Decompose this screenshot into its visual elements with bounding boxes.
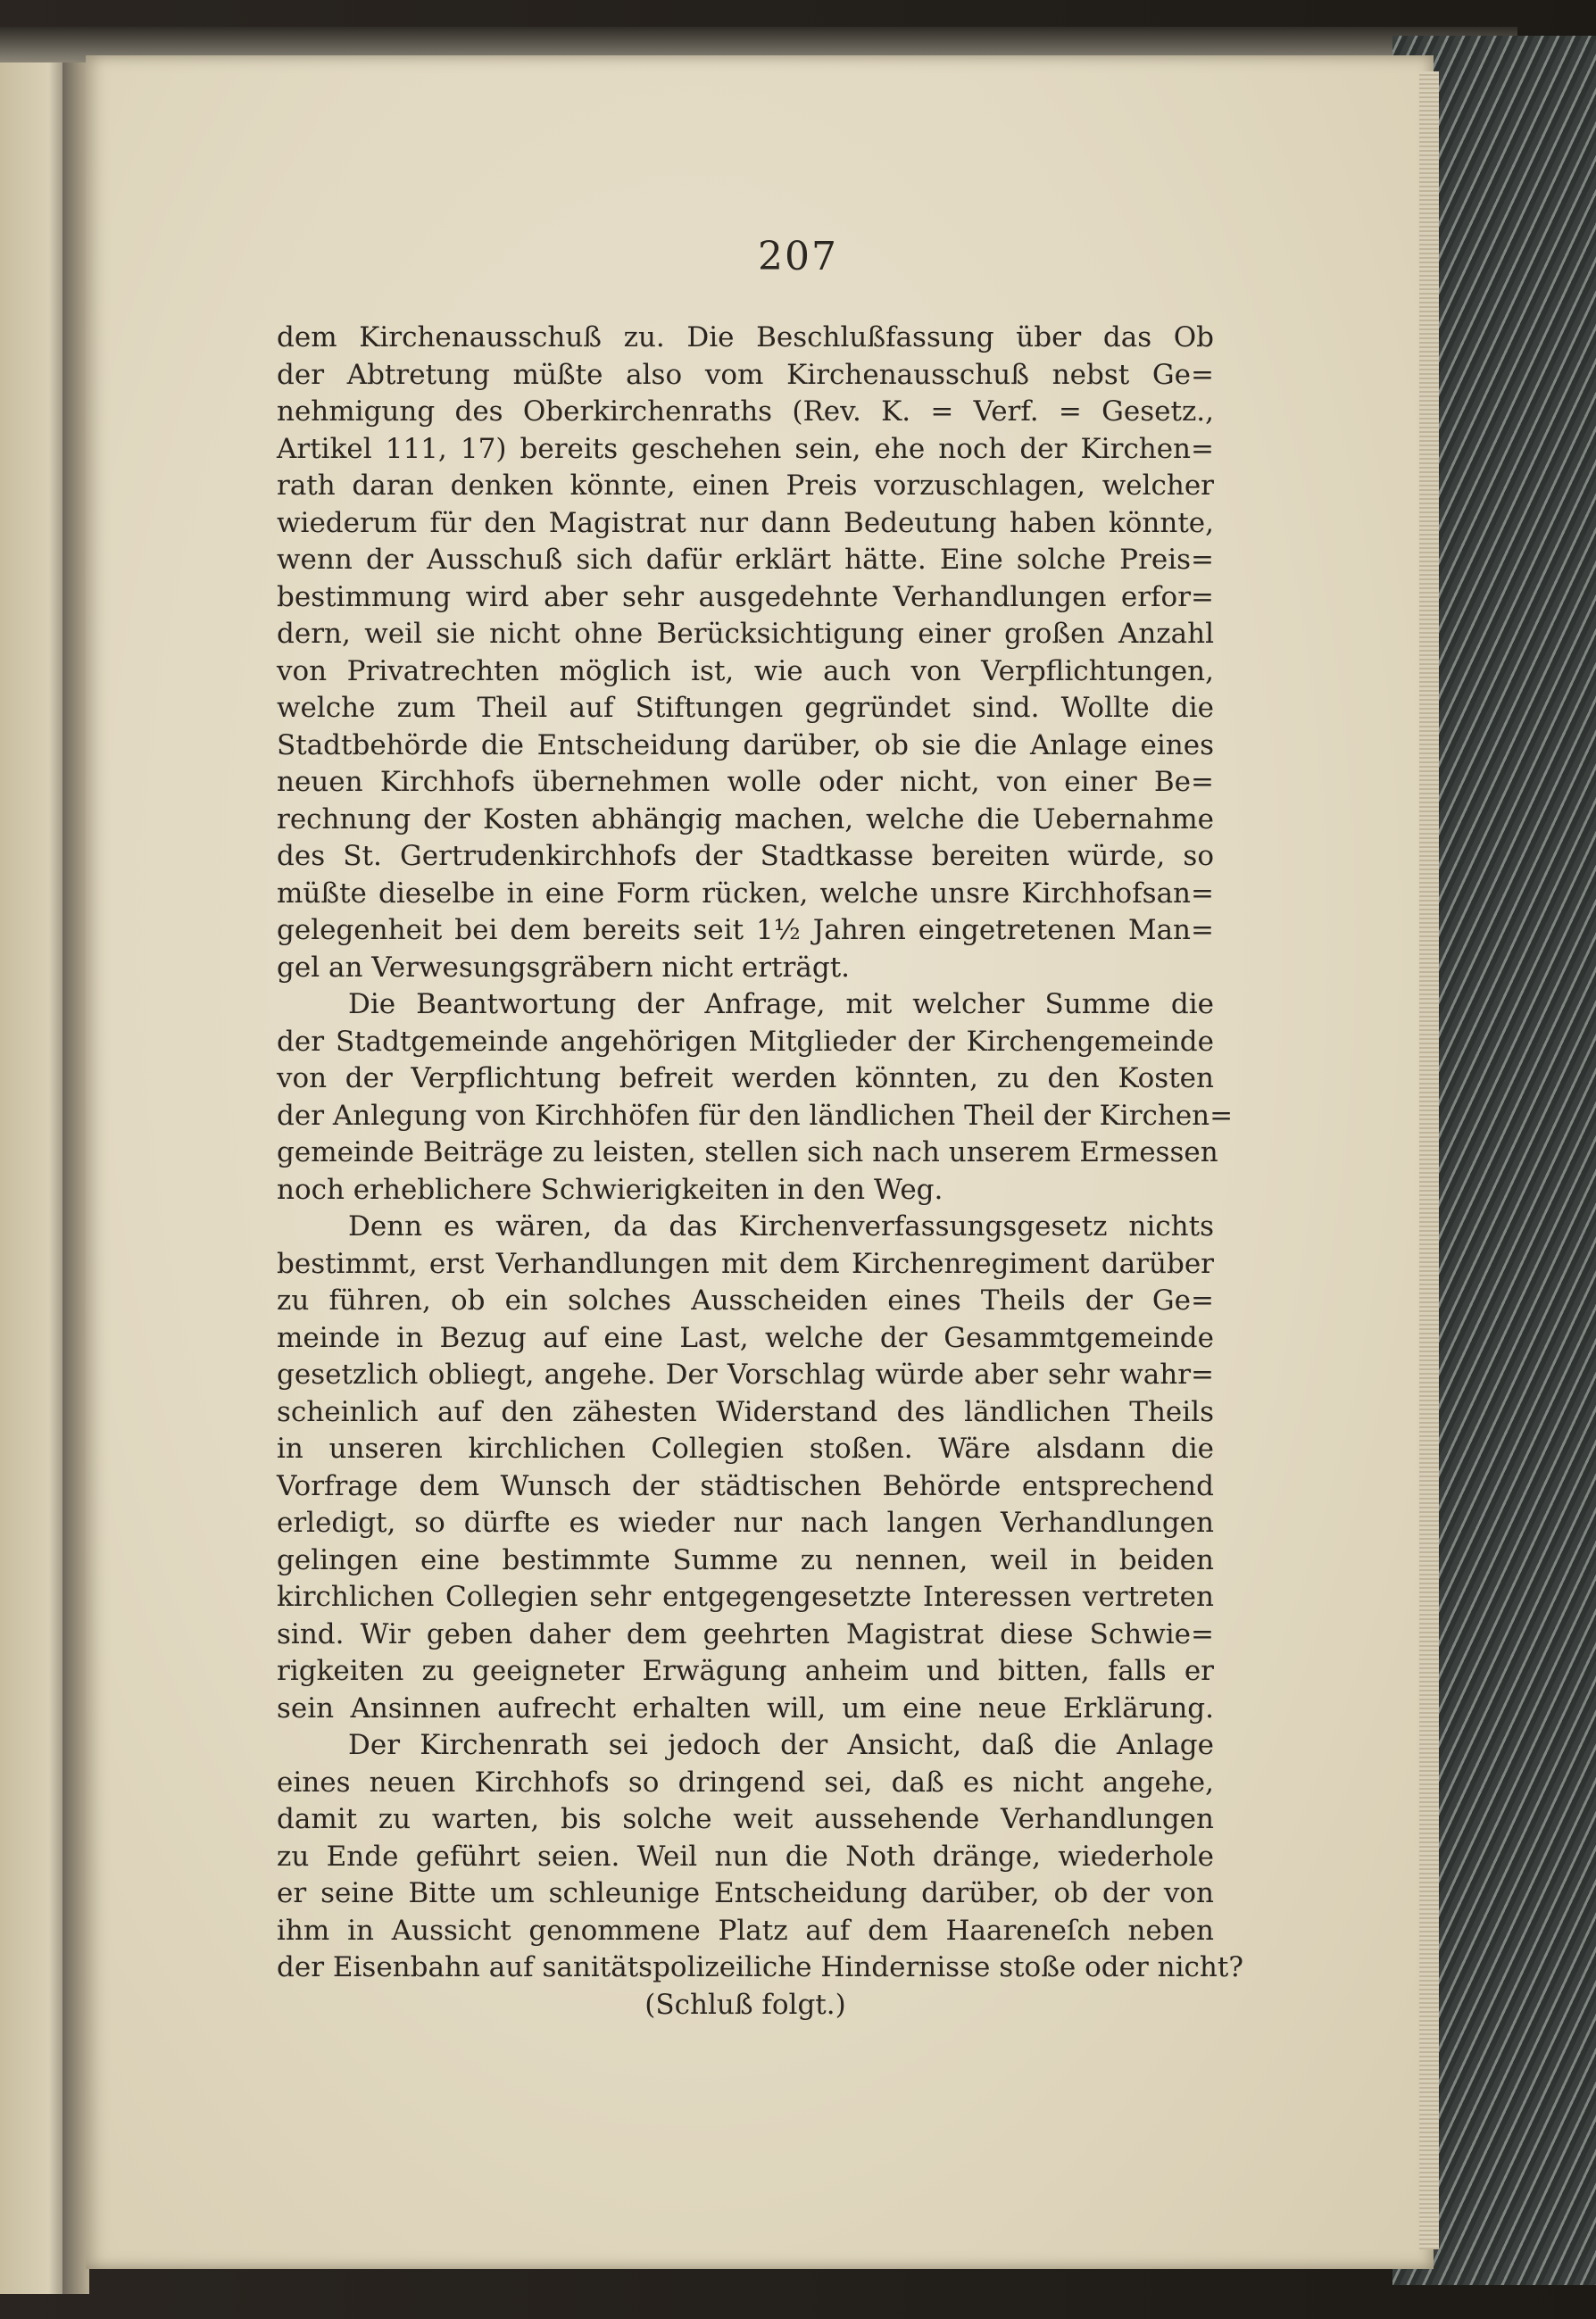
text-line: dern, weil sie nicht ohne Berücksichtigung einer großen Anzahl [277,618,1214,650]
text-line: gel an Verwesungsgräbern nicht erträgt. [277,951,851,984]
text-line: bestimmung wird aber sehr ausgedehnte Verhandlungen erfor= [277,580,1214,613]
text-line: von Privatrechten möglich ist, wie auch von Verpflichtungen, [277,654,1214,687]
text-line: gesetzlich obliegt, angehe. Der Vorschlag würde aber sehr wahr= [277,1359,1214,1391]
text-line: zu führen, ob ein solches Ausscheiden eines Theils der Ge= [277,1284,1214,1317]
text-line: (Schluß folgt.) [644,1988,846,2021]
text-line: der Anlegung von Kirchhöfen für den ländlichen Theil der Kirchen= [277,1099,1234,1132]
body-text [277,320,1243,2024]
text-line: noch erheblichere Schwierigkeiten in den Weg. [277,1173,943,1206]
text-line: erledigt, so dürfte es wieder nur nach langen Verhandlungen [277,1507,1214,1539]
text-line: von der Verpflichtung befreit werden könnten, zu den Kosten [277,1062,1214,1094]
text-line: zu Ende geführt seien. Weil nun die Noth dränge, wiederhole [277,1840,1214,1873]
text-line: nehmigung des Oberkirchenraths (Rev. K. = Verf. = Gesetz., [277,395,1214,428]
text-line: Der Kirchenrath sei jedoch der Ansicht, daß die Anlage [348,1729,1214,1761]
text-line: Vorfrage dem Wunsch der städtischen Behörde entsprechend [277,1469,1214,1502]
text-line: meinde in Bezug auf eine Last, welche der Gesammtgemeinde [277,1321,1214,1354]
text-line: rigkeiten zu geeigneter Erwägung anheim und bitten, falls er [277,1655,1214,1687]
text-line: der Stadtgemeinde angehörigen Mitglieder der Kirchengemeinde [277,1025,1214,1058]
text-line: Artikel 111, 17) bereits geschehen sein, ehe noch der Kirchen= [277,432,1214,465]
text-line: damit zu warten, bis solche weit aussehende Verhandlungen [277,1803,1214,1835]
text-line: müßte dieselbe in eine Form rücken, welche unsre Kirchhofsan= [277,877,1214,910]
text-line: dem Kirchenausschuß zu. Die Beschlußfassung über das Ob [277,321,1214,353]
text-line: gelegenheit bei dem bereits seit 1½ Jahren eingetretenen Man= [277,914,1214,946]
page-number: 207 [758,234,838,279]
text-line: gelingen eine bestimmte Summe zu nennen, weil in beiden [277,1543,1214,1576]
text-line: neuen Kirchhofs übernehmen wolle oder nicht, von einer Be= [277,766,1214,798]
text-line: gemeinde Beiträge zu leisten, stellen sich nach unserem Ermessen [277,1136,1218,1168]
text-line: welche zum Theil auf Stiftungen gegründet sind. Wollte die [277,692,1214,724]
text-line: in unseren kirchlichen Collegien stoßen. Wäre alsdann die [277,1433,1214,1465]
left-page-edge [0,62,70,2294]
text-line: sein Ansinnen aufrecht erhalten will, um eine neue Erklärung. [277,1691,1214,1725]
text-line: rechnung der Kosten abhängig machen, welche die Uebernahme [277,802,1214,835]
text-line: Stadtbehörde die Entscheidung darüber, ob sie die Anlage eines [277,728,1214,761]
text-line: rath daran denken könnte, einen Preis vorzuschlagen, welcher [277,470,1214,502]
text-line: eines neuen Kirchhofs so dringend sei, daß es nicht angehe, [277,1766,1214,1799]
page-stack-edge [1419,71,1439,2249]
text-line: Die Beantwortung der Anfrage, mit welcher Summe die [348,988,1214,1020]
text-line: der Eisenbahn auf sanitätspolizeiliche Hindernisse stoße oder nicht? [277,1951,1243,1983]
text-line: sind. Wir geben daher dem geehrten Magistrat diese Schwie= [277,1617,1214,1650]
text-line: wiederum für den Magistrat nur dann Bedeutung haben könnte, [277,506,1214,539]
text-line: bestimmt, erst Verhandlungen mit dem Kirchenregiment darüber [277,1247,1214,1280]
text-line: kirchlichen Collegien sehr entgegengesetzte Interessen vertreten [277,1581,1214,1613]
text-line: ihm in Aussicht genommene Platz auf dem Haareneſch neben [277,1914,1214,1947]
text-line: wenn der Ausschuß sich dafür erklärt hätte. Eine solche Preis= [277,544,1214,576]
text-line: er seine Bitte um schleunige Entscheidung darüber, ob der von [277,1877,1214,1909]
text-line: scheinlich auf den zähesten Widerstand des ländlichen Theils [277,1395,1214,1428]
text-line: der Abtretung müßte also vom Kirchenausschuß nebst Ge= [277,358,1214,391]
text-line: des St. Gertrudenkirchhofs der Stadtkasse bereiten würde, so [277,840,1214,872]
text-line: Denn es wären, da das Kirchenverfassungsgesetz nichts [348,1210,1214,1243]
